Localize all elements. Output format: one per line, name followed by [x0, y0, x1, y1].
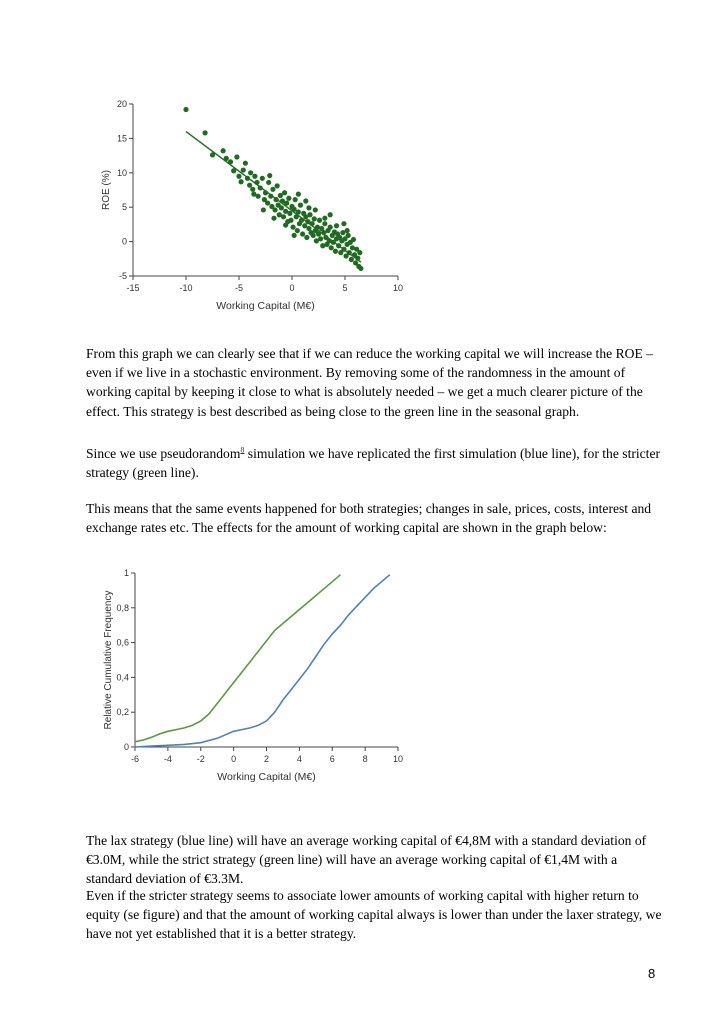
x-tick-label: 0	[289, 283, 295, 293]
scatter-point	[290, 225, 295, 230]
paragraph-strategy-stats: The lax strategy (blue line) will have an average working capital of €4,8M with a standard deviation of €3.0M, while the strict strategy (green line) will have an average working capital of €1,4M with a standard deviation of €3.3M.	[86, 833, 647, 887]
y-tick-label: 1	[123, 568, 129, 578]
x-tick-label: 6	[329, 754, 335, 764]
scatter-point	[281, 214, 286, 219]
scatter-point	[287, 211, 292, 216]
scatter-point	[304, 235, 309, 240]
x-tick-label: 4	[296, 754, 302, 764]
scatter-point	[351, 237, 356, 242]
scatter-point	[357, 250, 362, 255]
scatter-point	[279, 205, 284, 210]
series-line-lax	[135, 575, 390, 747]
y-tick-label: 5	[121, 202, 127, 213]
y-tick-label: 0,2	[116, 707, 129, 718]
scatter-point	[346, 233, 351, 238]
scatter-point	[261, 207, 266, 212]
x-axis-title: Working Capital (M€)	[216, 300, 315, 312]
x-tick-label: 2	[263, 754, 270, 764]
paragraph-simulation-start: Since we use pseudorandom	[86, 446, 241, 461]
scatter-point	[267, 173, 272, 178]
scatter-point	[234, 154, 239, 159]
scatter-point	[298, 203, 303, 208]
scatter-point	[306, 205, 311, 210]
scatter-point	[334, 223, 339, 228]
roe-scatter-chart	[95, 92, 415, 322]
scatter-point	[270, 187, 275, 192]
scatter-point	[333, 249, 338, 254]
paragraph-simulation	[86, 444, 666, 482]
scatter-point	[265, 200, 270, 205]
scatter-point	[311, 233, 316, 238]
scatter-point	[293, 197, 298, 202]
scatter-point	[275, 183, 280, 188]
paragraph-conclusion: Even if the stricter strategy seems to associate lower amounts of working capital with higher return to equity (se figure) and that the amount of working capital always is lower than under the laxer strategy, we have not yet established that it is a better strategy.	[86, 888, 662, 942]
scatter-point	[243, 161, 248, 166]
scatter-point	[260, 176, 265, 181]
paragraph-roe-analysis: From this graph we can clearly see that if we can reduce the working capital we will increase the ROE – even if we live in a stochastic environment. By removing some of the randomness in the amount of working capital by keeping it close to what is absolutely needed – we get a much clearer picture of the effect. This strategy is best described as being close to the green line in the seasonal graph.	[86, 346, 653, 419]
scatter-point	[221, 148, 226, 153]
scatter-point	[345, 228, 350, 233]
scatter-point	[239, 179, 244, 184]
scatter-point	[300, 231, 305, 236]
y-axis-title: Relative Cumulative Frequency	[103, 590, 114, 730]
scatter-point	[202, 130, 207, 135]
scatter-point	[329, 245, 334, 250]
scatter-point	[236, 174, 241, 179]
scatter-point	[251, 192, 256, 197]
paragraph-events: This means that the same events happened for both strategies; changes in sale, prices, costs, interest and exchange rates etc. The effects for the amount of working capital are shown in the graph below:	[86, 501, 652, 536]
y-tick-label: 20	[116, 99, 127, 109]
y-tick-label: 10	[116, 167, 127, 178]
scatter-point	[349, 257, 354, 262]
scatter-point	[303, 198, 308, 203]
scatter-point	[282, 190, 287, 195]
x-tick-label: -10	[179, 283, 193, 293]
scatter-point	[252, 174, 257, 179]
cumulative-frequency-chart	[95, 563, 415, 793]
y-axis-title: ROE (%)	[101, 170, 112, 210]
footnote-ref[interactable]: 8	[240, 445, 245, 455]
scatter-point	[317, 218, 322, 223]
scatter-point	[272, 207, 277, 212]
scatter-point	[328, 212, 333, 217]
x-axis-title: Working Capital (M€)	[217, 771, 316, 783]
scatter-point	[322, 216, 327, 221]
scatter-point	[328, 225, 333, 230]
x-tick-label: -5	[234, 283, 244, 293]
scatter-point	[183, 107, 188, 112]
scatter-point	[318, 236, 323, 241]
scatter-point	[247, 183, 252, 188]
scatter-point	[266, 180, 271, 185]
x-tick-label: 10	[392, 283, 404, 293]
scatter-point	[341, 221, 346, 226]
y-tick-label: 0,8	[116, 602, 129, 613]
scatter-point	[312, 216, 317, 221]
scatter-point	[286, 196, 291, 201]
scatter-point	[248, 170, 253, 175]
scatter-point	[307, 212, 312, 217]
scatter-point	[283, 222, 288, 227]
y-tick-label: -5	[118, 271, 127, 281]
scatter-point	[271, 216, 276, 221]
scatter-point	[241, 167, 246, 172]
y-tick-label: 0	[123, 742, 129, 752]
x-tick-label: -4	[163, 754, 172, 764]
scatter-point	[295, 228, 300, 233]
y-tick-label: 0,6	[116, 637, 129, 648]
scatter-point	[296, 192, 301, 197]
scatter-point	[322, 221, 327, 226]
trend-line	[186, 132, 361, 263]
page-number: 8	[648, 966, 656, 981]
y-tick-label: 15	[116, 133, 127, 144]
x-tick-label: 5	[342, 283, 348, 293]
x-tick-label: -15	[126, 283, 140, 293]
paragraph-simulation-end: simulation we have replicated the first simulation (blue line), for the stricter strategy (green line).	[86, 446, 661, 481]
series-line-strict	[135, 575, 341, 742]
x-tick-label: -2	[196, 754, 205, 764]
scatter-point	[250, 187, 255, 192]
x-tick-label: 10	[392, 754, 404, 764]
scatter-point	[292, 233, 297, 238]
scatter-point	[288, 218, 293, 223]
x-tick-label: 8	[362, 754, 368, 764]
scatter-point	[313, 207, 318, 212]
x-tick-label: 0	[231, 754, 237, 764]
y-tick-label: 0,4	[116, 672, 129, 683]
y-tick-label: 0	[121, 236, 127, 247]
x-tick-label: -6	[130, 754, 140, 764]
scatter-point	[358, 266, 363, 271]
